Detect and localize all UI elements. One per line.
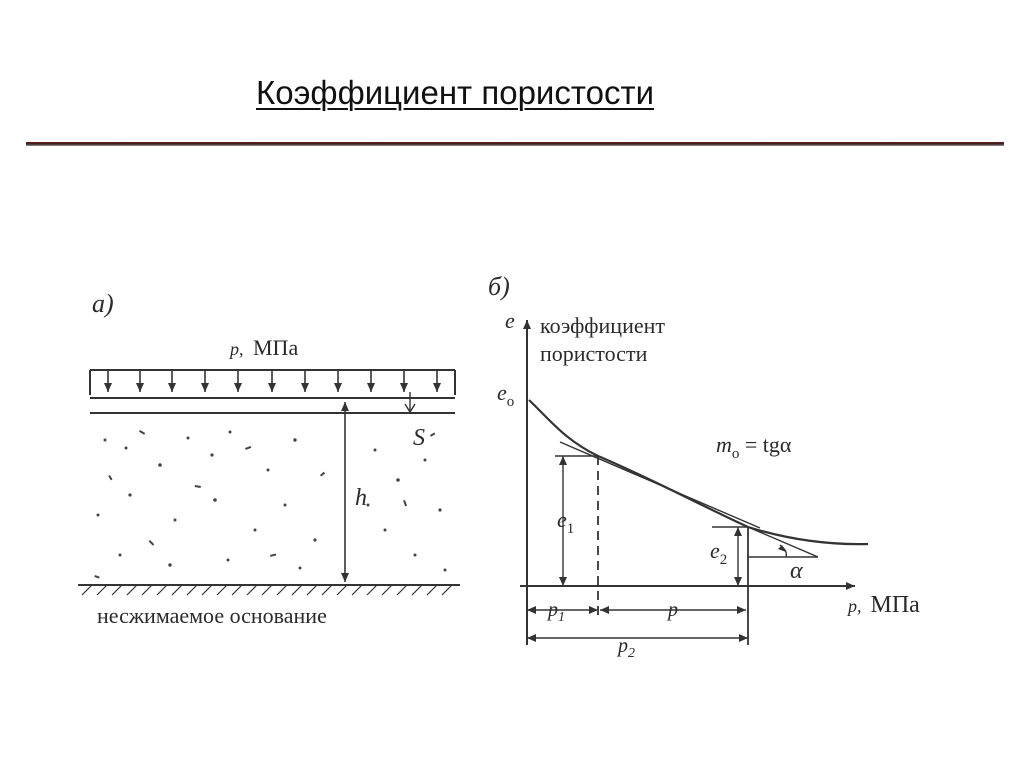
formula-label: $m_o = tg\alpha$ [716,432,792,462]
distributed-load [90,370,455,395]
load-label: p, МПа [230,335,299,360]
base-label: несжимаемое основание [97,603,327,628]
e0-label: $e_o$ [497,380,515,410]
y-axis-title-line1: коэффициент [540,313,666,338]
tangent-line [748,527,818,557]
e1-label: $e_1$ [557,507,575,537]
p2-label: $p_2$ [618,635,635,661]
thickness-label: h [355,485,367,511]
load-arrows [108,371,437,392]
panel-a [78,289,460,628]
alpha-label: α [790,558,803,584]
slide-title: Коэффициент пористости [256,74,654,111]
e2-label: $e_2$ [710,538,728,568]
settlement-label: S [413,425,425,451]
panel-b [488,272,920,661]
panel-b-label: б) [488,272,510,301]
base-hatch [82,585,452,595]
p1-label: $p_1$ [548,599,565,625]
compression-curve [529,400,868,544]
soil-texture [94,430,446,579]
y-axis-var: e [505,308,515,333]
panel-a-label: а) [92,289,114,318]
x-axis-label: p, МПа [848,592,920,618]
p-label: p [668,599,678,621]
y-axis-title-line2: пористости [540,341,648,366]
